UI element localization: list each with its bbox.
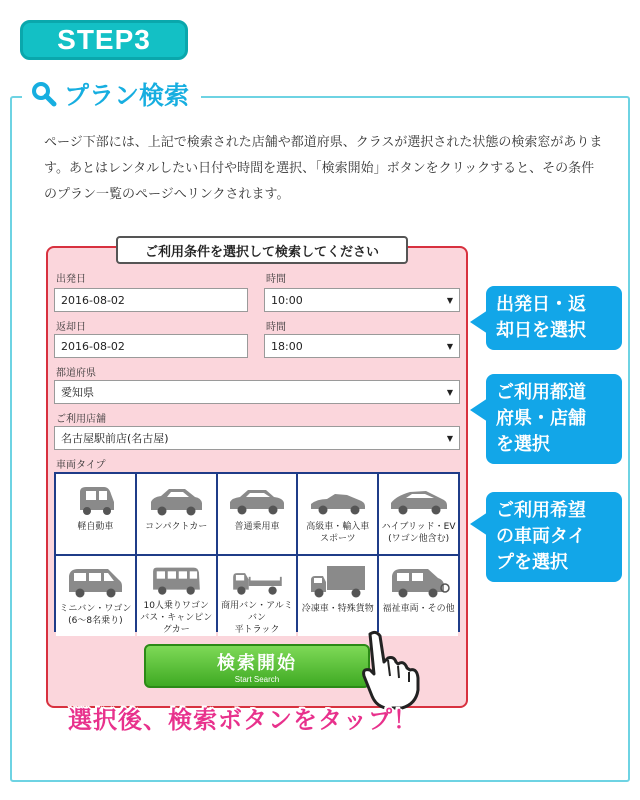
vehicle-option-sedan[interactable] bbox=[218, 474, 297, 554]
section-heading bbox=[22, 74, 201, 114]
vehicle-label: 商用バン・アルミバン bbox=[221, 601, 293, 623]
vehicle-type-grid bbox=[54, 472, 460, 635]
departure-time-select[interactable] bbox=[264, 288, 460, 312]
section-title: プラン検索 bbox=[64, 81, 190, 110]
vehicle-label: ミニバン・ワゴン bbox=[59, 604, 132, 614]
kei-car-icon bbox=[64, 482, 126, 518]
return-date-field[interactable]: 2016-08-02 bbox=[54, 334, 248, 358]
store-select[interactable] bbox=[54, 426, 460, 450]
vehicle-option-wagon-bus[interactable] bbox=[137, 556, 216, 636]
return-time-label: 時間 bbox=[266, 322, 286, 333]
vehicle-option-truck[interactable] bbox=[218, 556, 297, 636]
vehicle-option-kei[interactable] bbox=[56, 474, 135, 554]
chevron-down-icon: ▼ bbox=[446, 342, 453, 351]
vehicle-label: 10人乗りワゴン bbox=[143, 601, 209, 611]
tip-line: を選択 bbox=[496, 434, 550, 455]
return-time-select[interactable] bbox=[264, 334, 460, 358]
tip-vehicle bbox=[486, 492, 622, 582]
truck-icon bbox=[226, 564, 288, 597]
departure-date-label: 出発日 bbox=[56, 274, 86, 285]
departure-date-field[interactable]: 2016-08-02 bbox=[54, 288, 248, 312]
form-title: ご利用条件を選択して検索してください bbox=[116, 236, 408, 264]
hybrid-car-icon bbox=[388, 482, 450, 518]
sedan-icon bbox=[226, 482, 288, 518]
tip-line: 却日を選択 bbox=[496, 320, 586, 341]
vehicle-option-compact[interactable] bbox=[137, 474, 216, 554]
bottom-caption: 選択後、検索ボタンをタップ！ bbox=[68, 706, 418, 734]
departure-time-label: 時間 bbox=[266, 274, 286, 285]
freezer-truck-icon bbox=[307, 564, 369, 600]
welfare-vehicle-icon bbox=[388, 564, 450, 600]
return-date-label: 返却日 bbox=[56, 322, 86, 333]
wagon-bus-icon bbox=[145, 564, 207, 597]
prefecture-value: 愛知県 bbox=[61, 386, 94, 399]
tip-line: ご利用都道 bbox=[496, 382, 586, 403]
chevron-down-icon: ▼ bbox=[446, 296, 453, 305]
vehicle-sublabel: バス・キャンピングカー bbox=[140, 613, 213, 635]
vehicle-sublabel: スポーツ bbox=[319, 534, 356, 544]
vehicle-option-sports[interactable] bbox=[298, 474, 377, 554]
vehicle-option-hybrid[interactable] bbox=[379, 474, 458, 554]
vehicle-sublabel: (ワゴン他含む) bbox=[388, 534, 450, 544]
vehicle-sublabel: 平トラック bbox=[234, 625, 280, 635]
return-time-value: 18:00 bbox=[271, 339, 303, 353]
store-value: 名古屋駅前店(名古屋) bbox=[61, 432, 169, 445]
minivan-icon bbox=[64, 564, 126, 600]
departure-time-value: 10:00 bbox=[271, 293, 303, 307]
search-button-label: 検索開始 bbox=[217, 652, 297, 674]
vehicle-label: コンパクトカー bbox=[145, 522, 208, 532]
vehicle-option-minivan[interactable] bbox=[56, 556, 135, 636]
chevron-down-icon: ▼ bbox=[446, 388, 453, 397]
step-badge: STEP3 bbox=[20, 20, 188, 60]
vehicle-label: 福祉車両・その他 bbox=[382, 604, 455, 614]
tip-line: プを選択 bbox=[496, 552, 568, 573]
compact-car-icon bbox=[145, 482, 207, 518]
vehicle-label: 軽自動車 bbox=[77, 522, 114, 532]
tip-line: 出発日・返 bbox=[496, 294, 586, 315]
vehicle-type-label: 車両タイプ bbox=[56, 460, 106, 471]
vehicle-option-welfare[interactable] bbox=[379, 556, 458, 636]
tip-line: ご利用希望 bbox=[496, 500, 586, 521]
vehicle-label: ハイブリッド・EV bbox=[381, 522, 456, 532]
search-button-sublabel: Start Search bbox=[234, 674, 280, 684]
tip-location bbox=[486, 374, 622, 464]
tip-line: の車両タイ bbox=[496, 526, 586, 547]
vehicle-option-freezer[interactable] bbox=[298, 556, 377, 636]
vehicle-sublabel: (6～8名乗り) bbox=[68, 616, 123, 626]
tip-line: 府県・店舗 bbox=[496, 408, 586, 429]
vehicle-label: 冷凍車・特殊貨物 bbox=[301, 604, 374, 614]
sports-car-icon bbox=[307, 482, 369, 518]
vehicle-label: 普通乗用車 bbox=[234, 522, 280, 532]
vehicle-label: 高級車・輸入車 bbox=[306, 522, 370, 532]
chevron-down-icon: ▼ bbox=[446, 434, 453, 443]
search-icon bbox=[30, 80, 58, 108]
tip-dates bbox=[486, 286, 622, 350]
prefecture-label: 都道府県 bbox=[56, 368, 96, 379]
store-label: ご利用店舗 bbox=[56, 414, 106, 425]
prefecture-select[interactable] bbox=[54, 380, 460, 404]
description-text: ページ下部には、上記で検索された店舗や都道府県、クラスが選択された状態の検索窓があります。あとはレンタルしたい日付や時間を選択、「検索開始」ボタンをクリックすると、その条件のプラン一覧のページへリンクされます。 bbox=[44, 135, 603, 202]
search-button[interactable] bbox=[144, 644, 370, 688]
